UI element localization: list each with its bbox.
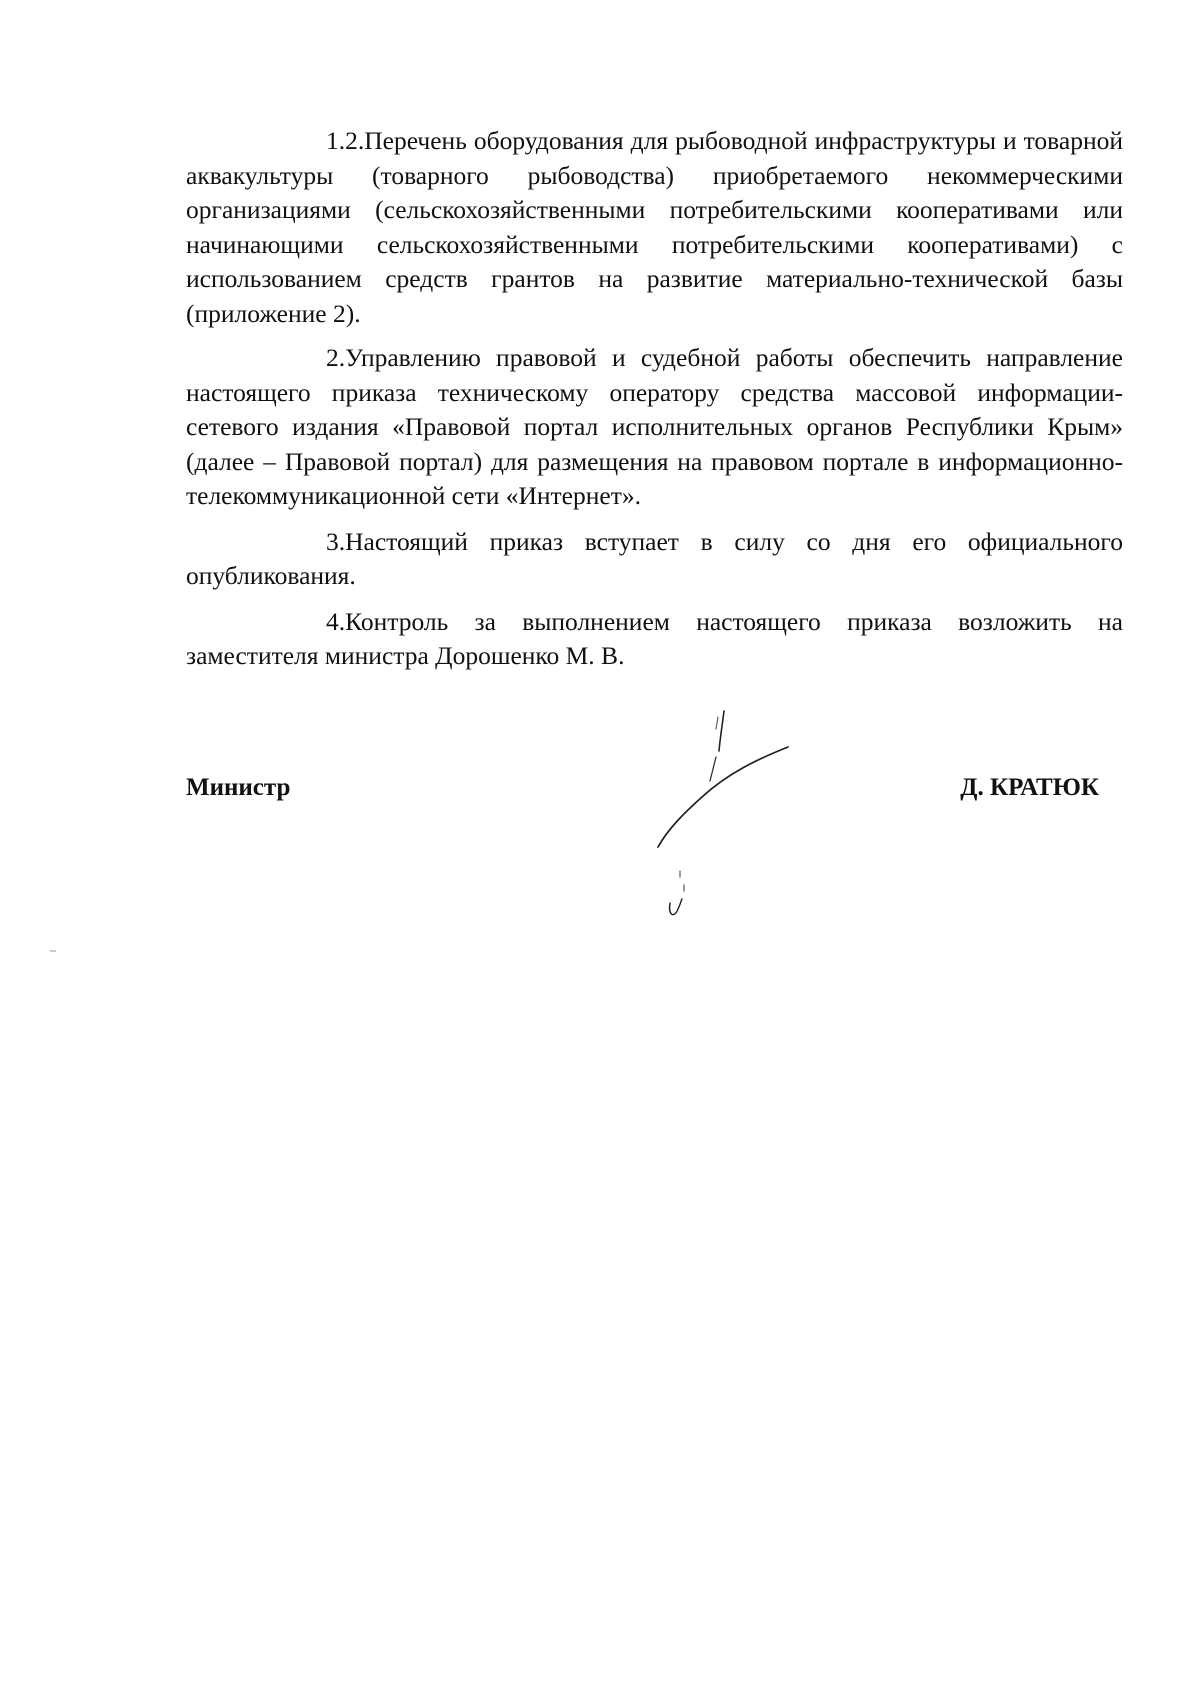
paragraph-number: 4.: [326, 606, 346, 636]
paragraph-2: [186, 341, 1123, 514]
paragraph-number: 3.: [326, 526, 346, 556]
paragraph-3: [186, 525, 1123, 594]
paragraph-text: Перечень оборудования для рыбоводной инфраструктуры и товарной аквакультуры (товарного рыбоводства) приобретаемого некоммерческими организациями (сельскохозяйственными потребительскими кооперативами или начинающими сельскохозяйственными потребительскими кооперативами) с использованием средств грантов на развитие материально-технической базы (приложение 2).: [186, 126, 1123, 328]
paragraph-number: 2.: [326, 343, 346, 372]
paragraph-text: Управлению правовой и судебной работы обеспечить направление настоящего приказа техническому оператору средства массовой информации-сетевого издания «Правовой портал исполнительных органов Республики Крым» (далее – Правовой портал) для размещения на правовом портале в информационно-телекоммуникационной сети «Интернет».: [186, 343, 1123, 510]
scan-speck: [50, 950, 56, 952]
paragraph-4: [186, 605, 1123, 674]
handwritten-signature: [640, 705, 800, 925]
paragraph-text: Контроль за выполнением настоящего приказа возложить на заместителя министра Дорошенко М. В.: [186, 606, 1123, 670]
signatory-title: Министр: [186, 774, 291, 801]
signatory-name: Д. КРАТЮК: [960, 774, 1099, 801]
paragraph-number: 1.2.: [326, 126, 365, 155]
paragraph-text: Настоящий приказ вступает в силу со дня его официального опубликования.: [186, 526, 1123, 590]
document-body: [186, 124, 1123, 674]
paragraph-1-2: [186, 124, 1123, 331]
